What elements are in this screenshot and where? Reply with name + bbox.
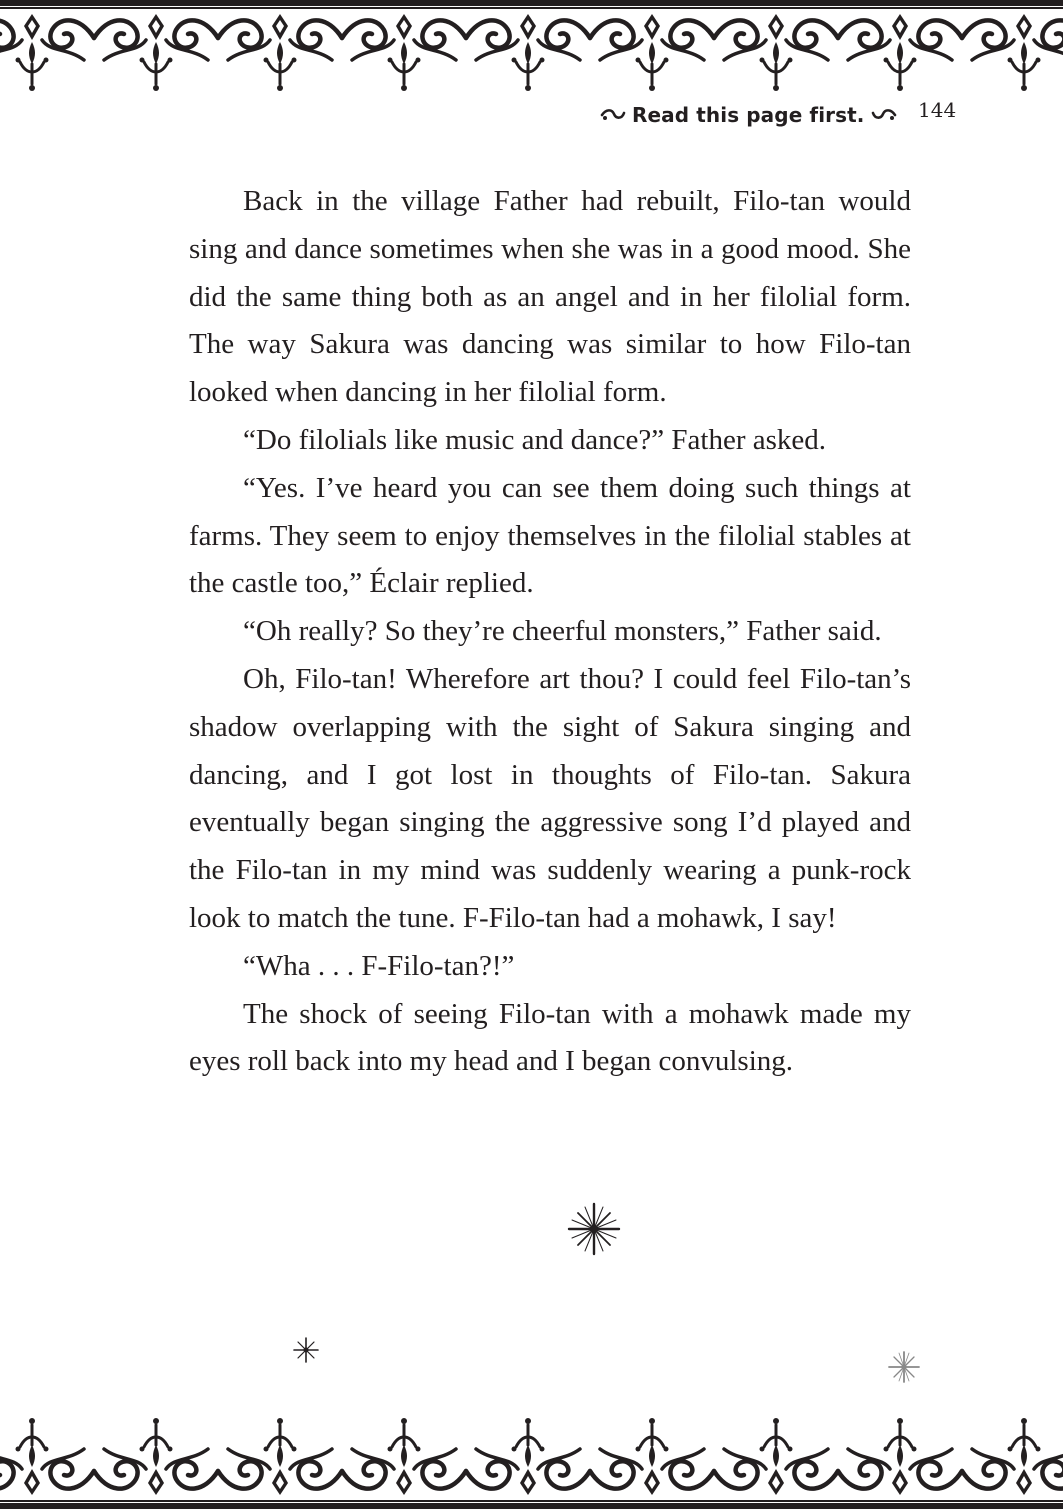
header-title [600, 103, 897, 127]
paragraph: The shock of seeing Filo-tan with a mohawk made my eyes roll back into my head and I began convulsing. [189, 997, 911, 1078]
paragraph: “Wha . . . F-Filo-tan?!” [243, 949, 515, 982]
page-number: 144 [918, 98, 957, 122]
flourish-right-icon [871, 107, 897, 123]
body-text [189, 178, 911, 1086]
running-header [600, 98, 970, 134]
small-sparkle-icon [888, 1351, 920, 1383]
paragraph: Oh, Filo-tan! Wherefore art thou? I could feel Filo-tan’s shadow overlapping with the sight of Sakura singing and dancing, and I got lost in thoughts of Filo-tan. Sakura eventually began singing the aggressive song I’d played and the Filo-tan in my mind was suddenly wearing a punk-rock look to match the tune. F-Filo-tan had a mohawk, I say! [189, 662, 911, 934]
paragraph: “Do filolials like music and dance?” Father asked. [243, 423, 827, 456]
small-sparkle-icon [293, 1337, 319, 1363]
paragraph: “Oh really? So they’re cheerful monsters,” Father said. [243, 615, 882, 648]
flourish-left-icon [600, 107, 626, 123]
paragraph: Back in the village Father had rebuilt, Filo-tan would sing and dance sometimes when she was in a good mood. She did the same thing both as an angel and in her filolial form. The way Sakura was dancing was similar to how Filo-tan looked when dancing in her filolial form. [189, 185, 911, 409]
section-break-sparkle-icon [567, 1202, 621, 1256]
bottom-ornamental-border [0, 1415, 1063, 1509]
header-title-text: Read this page first. [632, 103, 865, 127]
paragraph: “Yes. I’ve heard you can see them doing such things at farms. They seem to enjoy themselves in the filolial stables at the castle too,” Éclair replied. [189, 471, 911, 600]
top-ornamental-border [0, 0, 1063, 95]
